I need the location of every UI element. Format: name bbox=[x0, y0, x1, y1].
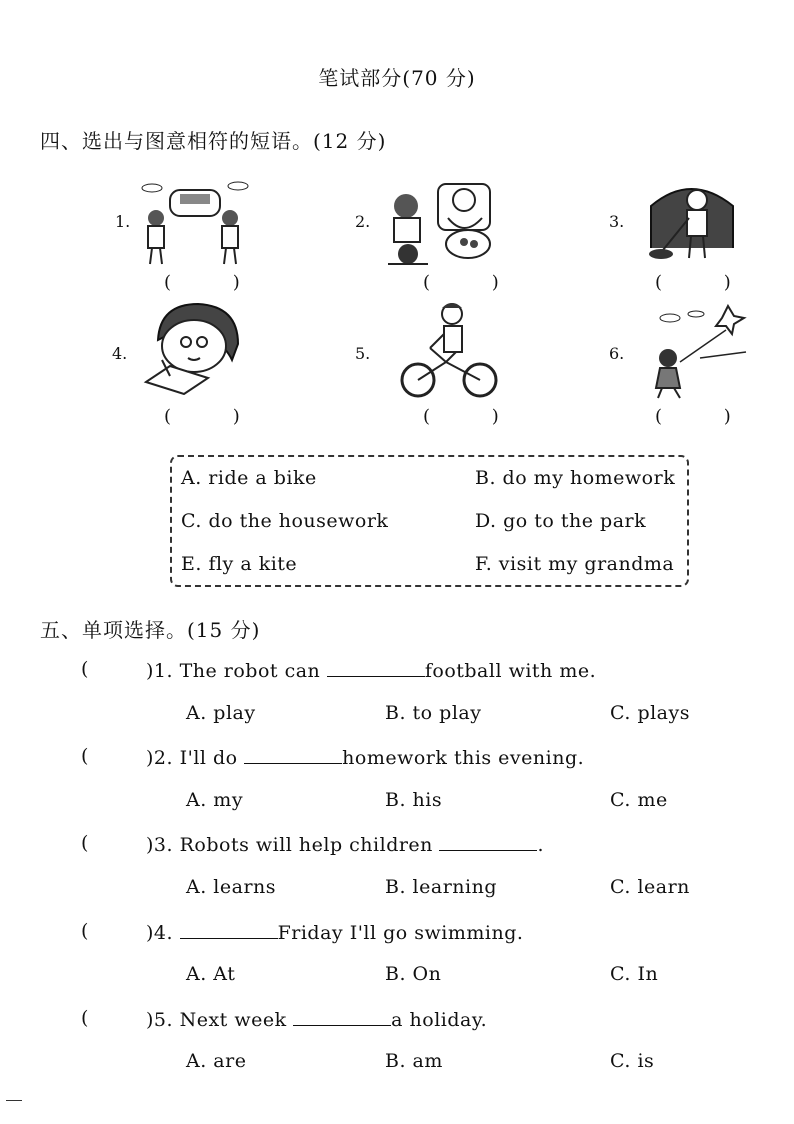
choice-1c: C. plays bbox=[610, 702, 690, 724]
question-text-after: homework this evening. bbox=[342, 747, 585, 769]
choice-4c: C. In bbox=[610, 963, 659, 985]
visit-grandma-picture bbox=[378, 178, 508, 268]
choice-1a: A. play bbox=[186, 702, 256, 724]
question-2 bbox=[146, 745, 584, 769]
choice-1b: B. to play bbox=[385, 702, 482, 724]
page-title: 笔试部分(70 分) bbox=[318, 66, 476, 90]
question-text-before: The robot can bbox=[179, 660, 321, 682]
option-a: A. ride a bike bbox=[181, 467, 317, 489]
answer-paren-5[interactable]: ( bbox=[81, 1007, 89, 1029]
option-d: D. go to the park bbox=[475, 510, 647, 532]
choice-3a: A. learns bbox=[186, 876, 277, 898]
answer-blank[interactable] bbox=[327, 658, 425, 677]
choice-4b: B. On bbox=[385, 963, 442, 985]
answer-blank[interactable] bbox=[439, 832, 537, 851]
choice-2c: C. me bbox=[610, 789, 668, 811]
homework-picture bbox=[140, 300, 250, 395]
question-1 bbox=[146, 658, 596, 682]
question-number: )2. bbox=[146, 747, 174, 769]
answer-paren-4[interactable]: ( bbox=[81, 920, 89, 942]
picture-number-3: 3. bbox=[609, 212, 625, 231]
picture-number-1: 1. bbox=[115, 212, 131, 231]
question-4 bbox=[146, 920, 523, 944]
choice-2b: B. his bbox=[385, 789, 443, 811]
answer-paren-3[interactable]: ( bbox=[81, 832, 89, 854]
question-text-after: Friday I'll go swimming. bbox=[277, 922, 524, 944]
choice-3c: C. learn bbox=[610, 876, 690, 898]
picture-answer-1[interactable]: ( ) bbox=[164, 272, 268, 293]
picture-number-4: 4. bbox=[112, 344, 128, 363]
section-5-heading: 五、单项选择。(15 分) bbox=[40, 618, 261, 642]
question-text-after: a holiday. bbox=[391, 1009, 488, 1031]
option-b: B. do my homework bbox=[475, 467, 676, 489]
choice-5a: A. are bbox=[186, 1050, 247, 1072]
picture-answer-2[interactable]: ( ) bbox=[423, 272, 527, 293]
picture-answer-3[interactable]: ( ) bbox=[655, 272, 759, 293]
picture-number-2: 2. bbox=[355, 212, 371, 231]
question-number: )4. bbox=[146, 922, 174, 944]
question-number: )5. bbox=[146, 1009, 174, 1031]
choice-2a: A. my bbox=[186, 789, 244, 811]
choice-4a: A. At bbox=[186, 963, 236, 985]
question-text-before: Robots will help children bbox=[179, 834, 433, 856]
question-number: )3. bbox=[146, 834, 174, 856]
question-text-after: football with me. bbox=[424, 660, 597, 682]
choice-5c: C. is bbox=[610, 1050, 655, 1072]
question-text-before: I'll do bbox=[179, 747, 238, 769]
question-3 bbox=[146, 832, 544, 856]
fly-kite-picture bbox=[640, 302, 748, 400]
choice-5b: B. am bbox=[385, 1050, 443, 1072]
question-text-after: . bbox=[537, 834, 545, 856]
page-edge-mark bbox=[6, 1100, 22, 1101]
answer-blank[interactable] bbox=[293, 1007, 391, 1026]
question-5 bbox=[146, 1007, 487, 1031]
section-4-heading: 四、选出与图意相符的短语。(12 分) bbox=[40, 129, 387, 153]
picture-answer-5[interactable]: ( ) bbox=[423, 406, 527, 427]
picture-answer-4[interactable]: ( ) bbox=[164, 406, 268, 427]
answer-paren-2[interactable]: ( bbox=[81, 745, 89, 767]
answer-blank[interactable] bbox=[180, 920, 278, 939]
housework-picture bbox=[645, 178, 740, 266]
ride-bike-picture bbox=[396, 300, 502, 400]
picture-number-6: 6. bbox=[609, 344, 625, 363]
answer-blank[interactable] bbox=[244, 745, 342, 764]
answer-paren-1[interactable]: ( bbox=[81, 658, 89, 680]
choice-3b: B. learning bbox=[385, 876, 497, 898]
question-text-before: Next week bbox=[179, 1009, 287, 1031]
option-e: E. fly a kite bbox=[181, 553, 298, 575]
option-f: F. visit my grandma bbox=[475, 553, 675, 575]
picture-answer-6[interactable]: ( ) bbox=[655, 406, 759, 427]
picture-number-5: 5. bbox=[355, 344, 371, 363]
option-c: C. do the housework bbox=[181, 510, 389, 532]
park-outing-picture bbox=[140, 178, 250, 268]
question-number: )1. bbox=[146, 660, 174, 682]
